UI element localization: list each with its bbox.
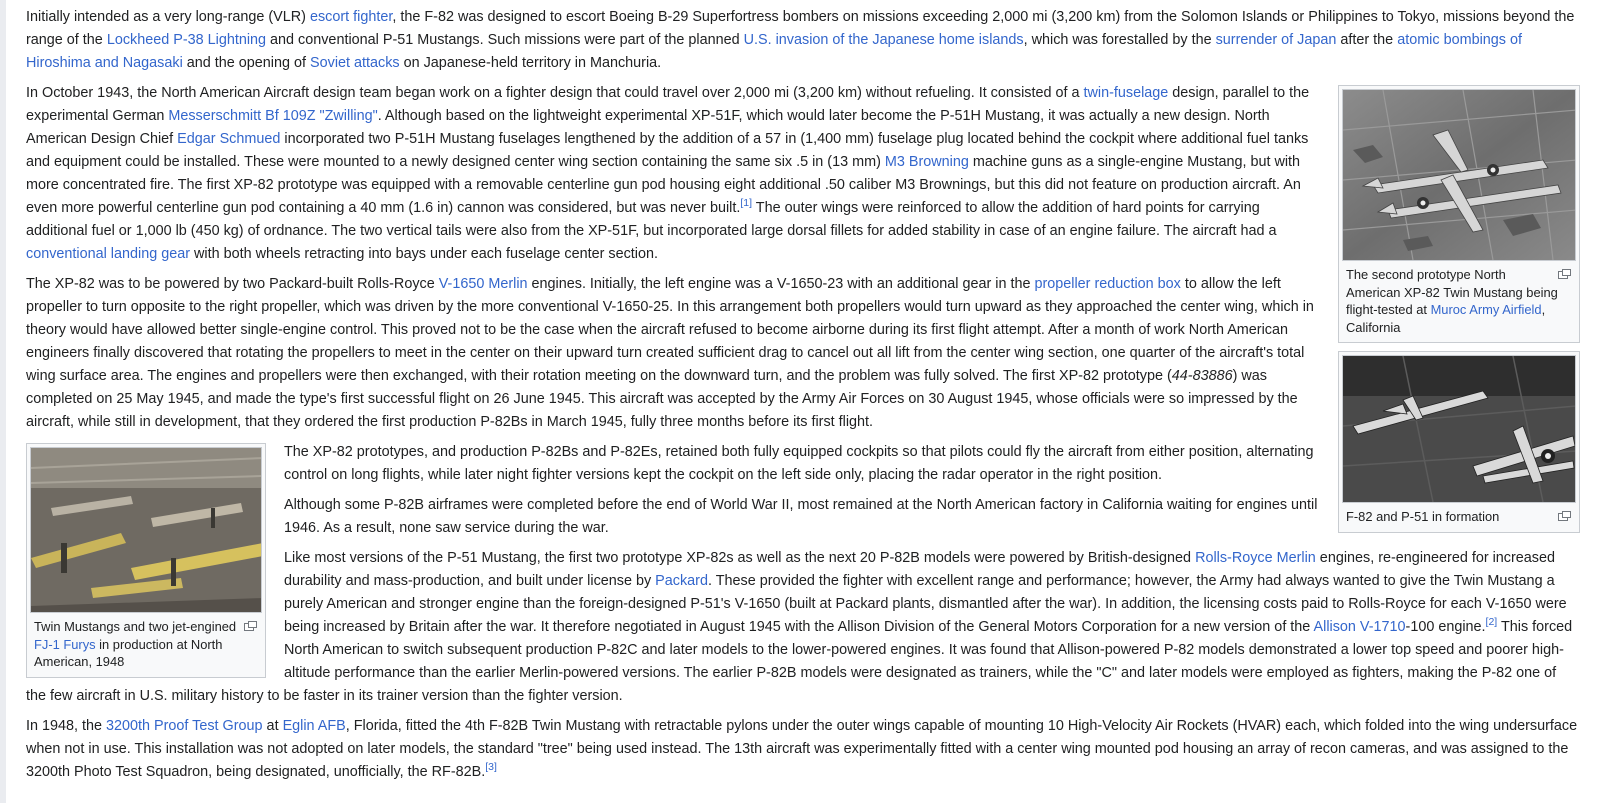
figure-f82-p51-formation xyxy=(1338,351,1580,533)
text: and conventional P-51 Mustangs. Such missions were part of the planned xyxy=(266,32,744,48)
text: to allow the left propeller to turn opposite to the right propeller, which was driven by the more conventional V-1650-25. In this arrangement both propellers would turn upward as they approached the center wing, which in theory would have allowed better single-engine control. This proved not to be the case when the aircraft refused to become airborne during its first flight attempt. After a month of work North American engineers finally discovered that rotating the propellers to meet in the center on their upward turn created sufficient drag to cancel out all lift from the center wing section, one quarter of the aircraft's total wing surface area. The engines and propellers were then exchanged, with their rotation meeting on the downward turn, and the problem was fully solved. The first XP-82 prototype ( xyxy=(26,276,1314,384)
text: machine guns as a single-engine Mustang, but with more concentrated fire. The first XP-82 prototype was equipped with a removable centerline gun pod housing eight additional .50 caliber M3 Brownings, but this did not feature on production aircraft. An even more powerful centerline gun pod containing a 40 mm (1.6 in) cannon was considered, but was never built. xyxy=(26,154,1301,216)
link-muroc-army-airfield[interactable]: Muroc Army Airfield xyxy=(1430,302,1542,317)
citation-2[interactable]: [2] xyxy=(1485,616,1498,629)
link-3200th-proof-test-group[interactable]: 3200th Proof Test Group xyxy=(106,718,263,734)
caption-text: in production at North American, 1948 xyxy=(34,636,223,669)
text: In October 1943, the North American Aircraft design team began work on a fighter design that could travel over 2,000 mi (3,200 km) without refueling. It consisted of a xyxy=(26,85,1084,101)
text: at xyxy=(262,718,283,734)
text: The outer wings were reinforced to allow the addition of hard points for carrying additional fuel or 1,000 lb (450 kg) of ordnance. The two vertical tails were also from the XP-51F, but incorporated large dorsal fillets for added stability in case of an engine failure. The aircraft had a xyxy=(26,200,1277,239)
text: , Florida, fitted the 4th F-82B Twin Mustang with retractable pylons under the outer wings capable of mounting 10 High-Velocity Air Rockets (HVAR) each, which folded into the wing undersurface when not in use. This installation was not adopted on later models, the standard "tree" being used instead. The 13th aircraft was experimentally fitted with a center wing mounted pod housing an array of recon cameras, and was assigned to the 3200th Photo Test Squadron, being designated, unofficially, the RF-82B. xyxy=(26,718,1578,780)
link-edgar-schmued[interactable]: Edgar Schmued xyxy=(177,131,281,147)
text: , which was forestalled by the xyxy=(1023,32,1216,48)
link-rolls-royce-merlin[interactable]: Rolls-Royce Merlin xyxy=(1195,550,1316,566)
figure-caption xyxy=(1342,261,1576,339)
caption-text: F-82 and P-51 in formation xyxy=(1346,509,1500,524)
text: This forced North American to switch subsequent production P-82C and later models to the lower-powered engines. It was found that Allison-powered P-82 models demonstrated a lower top speed and poorer high-altitude performance than the earlier Merlin-powered versions. The earlier P-82B models were designated as trainers, while the "C" and later models were employed as fighters, making the P-82 one of the few aircraft in U.S. military history to be faster in its trainer version than the fighter version. xyxy=(26,619,1573,704)
aircraft-photo-graphic xyxy=(1343,356,1576,502)
text: engines. Initially, the left engine was a V-1650-23 with an additional gear in the xyxy=(527,276,1035,292)
link-fj1-furys[interactable]: FJ-1 Furys xyxy=(34,636,96,652)
photo-f82-p51-formation[interactable] xyxy=(1342,355,1576,503)
link-v1650-merlin[interactable]: V-1650 Merlin xyxy=(438,276,528,292)
text: Although some P-82B airframes were completed before the end of World War II, most remained at the North American factory in California waiting for engines until 1946. As a result, none saw service during the war. xyxy=(284,497,1318,536)
photo-production-line[interactable] xyxy=(30,447,262,613)
link-atomic-bombings[interactable]: atomic bombings of Hiroshima and Nagasaki xyxy=(26,32,1522,71)
text: after the xyxy=(1336,32,1398,48)
citation-3[interactable]: [3] xyxy=(485,761,497,774)
aircraft-photo-graphic xyxy=(1343,90,1576,260)
text: Initially intended as a very long-range (VLR) xyxy=(26,9,310,25)
paragraph-intended-role xyxy=(26,6,1580,75)
link-packard[interactable]: Packard xyxy=(655,573,708,589)
figure-production-line xyxy=(26,443,266,678)
link-escort-fighter[interactable]: escort fighter xyxy=(309,9,393,25)
link-eglin-afb[interactable]: Eglin AFB xyxy=(282,718,346,734)
link-soviet-attacks[interactable]: Soviet attacks xyxy=(310,55,400,71)
photo-xp82-over-terrain[interactable] xyxy=(1342,89,1576,261)
link-twin-fuselage[interactable]: twin-fuselage xyxy=(1083,85,1169,101)
text: engines, re-engineered for increased durability and mass-production, and built under license by xyxy=(284,550,1556,589)
text: The XP-82 prototypes, and production P-82Bs and P-82Es, retained both fully equipped cockpits so that pilots could fly the aircraft from either position, alternating control on long flights, while later night fighter versions kept the cockpit on the left side only, placing the radar operator in the right position. xyxy=(284,444,1314,483)
link-surrender-of-japan[interactable]: surrender of Japan xyxy=(1215,32,1337,48)
citation-1[interactable]: [1] xyxy=(740,197,753,210)
text: incorporated two P-51H Mustang fuselages lengthened by the addition of a 57 in (1,400 mm) fuselage plug located behind the cockpit where additional fuel tanks and equipment could be installed. These were mounted to a newly designed center wing section containing the same six .5 in (13 mm) xyxy=(26,131,1309,170)
enlarge-icon[interactable] xyxy=(244,621,256,631)
text: -100 engine. xyxy=(1405,619,1486,635)
paragraph-1948-modifications xyxy=(26,715,1580,784)
text: with both wheels retracting into bays under each fuselage center section. xyxy=(190,246,659,262)
link-m3-browning[interactable]: M3 Browning xyxy=(884,154,969,170)
caption-text: The second prototype North American XP-82 Twin Mustang being flight-tested at xyxy=(1346,267,1558,317)
text: . These provided the fighter with excellent range and performance; however, the Army had always wanted to give the Twin Mustang a purely American and stronger engine than the foreign-designed P-51's V-1650 (built at Packard plants, dismantled after the war). In addition, the licensing costs paid to Rolls-Royce for each V-1650 were being increased by Britain after the war. It therefore negotiated in August 1945 with the Allison Division of the General Motors Corporation for a new version of the xyxy=(284,573,1567,635)
text: In 1948, the xyxy=(26,718,107,734)
enlarge-icon[interactable] xyxy=(1558,269,1570,279)
caption-text: Twin Mustangs and two jet-engined xyxy=(34,619,237,634)
text: design, parallel to the experimental German xyxy=(26,85,1310,124)
factory-photo-graphic xyxy=(31,448,262,612)
link-allison-v1710[interactable]: Allison V-1710 xyxy=(1313,619,1406,635)
text: on Japanese-held territory in Manchuria. xyxy=(399,55,662,71)
link-us-invasion-japan[interactable]: U.S. invasion of the Japanese home islands xyxy=(743,32,1024,48)
figure-caption xyxy=(1342,503,1576,529)
figure-xp82-flight-test xyxy=(1338,85,1580,343)
text: . Although based on the lightweight experimental XP-51F, which would later become the P-51H Mustang, it was actually a new design. North American Design Chief xyxy=(26,108,1270,147)
text: Like most versions of the P-51 Mustang, the first two prototype XP-82s as well as the next 20 P-82B models were powered by British-designed xyxy=(284,550,1196,566)
link-conventional-landing-gear[interactable]: conventional landing gear xyxy=(26,246,191,262)
text: ) was completed on 25 May 1945, and made the type's first successful flight on 26 June 1945. This aircraft was accepted by the Army Air Forces on 30 August 1945, whose officials were so impressed by the aircraft, while still in development, that they ordered the first production P-82Bs in March 1945, fully three months before its first flight. xyxy=(26,368,1298,430)
link-lockheed-p38[interactable]: Lockheed P-38 Lightning xyxy=(106,32,267,48)
figure-caption xyxy=(30,613,262,674)
text: and the opening of xyxy=(182,55,311,71)
link-propeller-reduction-box[interactable]: propeller reduction box xyxy=(1034,276,1181,292)
caption-text: , California xyxy=(1346,302,1546,335)
text: , the F-82 was designed to escort Boeing B-29 Superfortress bombers on missions exceeding 2,000 mi (3,200 km) from the Solomon Islands or Philippines to Tokyo, missions beyond the range of the xyxy=(26,9,1575,48)
text: The XP-82 was to be powered by two Packard-built Rolls-Royce xyxy=(26,276,439,292)
enlarge-icon[interactable] xyxy=(1558,511,1570,521)
link-messerschmitt-zwilling[interactable]: Messerschmitt Bf 109Z "Zwilling" xyxy=(168,108,378,124)
prototype-serial: 44-83886 xyxy=(1171,368,1233,384)
